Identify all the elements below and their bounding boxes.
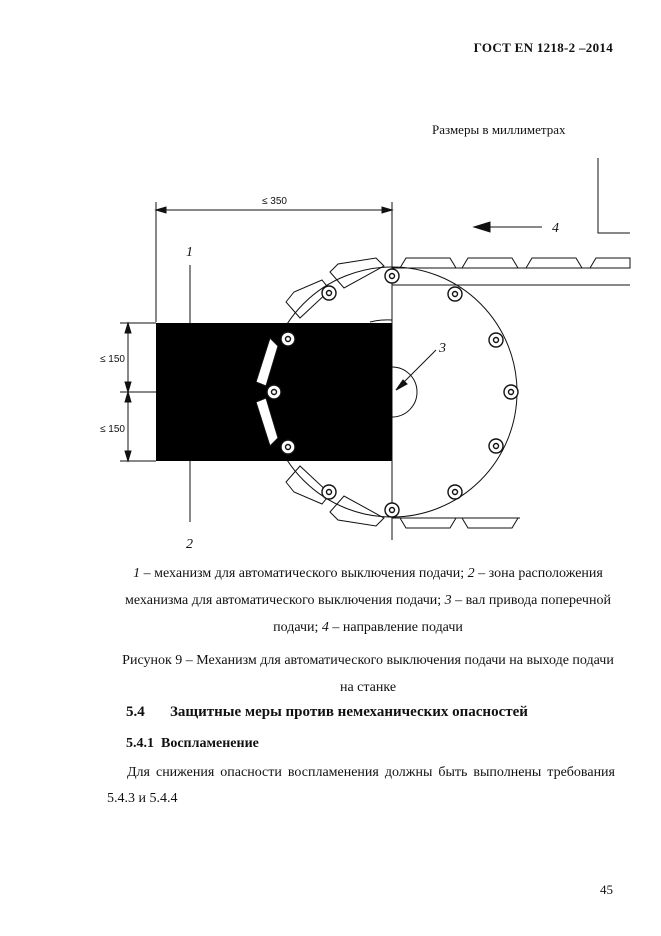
section-title: Защитные меры против немеханических опасностей [170, 704, 528, 720]
machine-outlet-wall [598, 158, 630, 233]
legend-text-1: – механизм для автоматического выключения подачи; [140, 566, 468, 581]
legend-text-3: – вал привода поперечной подачи; [273, 593, 611, 635]
callout-3: 3 [439, 341, 446, 356]
dimension-label-lower: ≤ 150 [100, 424, 125, 435]
dimension-label-width: ≤ 350 [262, 196, 287, 207]
units-note: Размеры в миллиметрах [432, 122, 566, 137]
legend-text-2: – зона расположения механизма для автоматического выключения подачи; [125, 566, 603, 608]
section-number: 5.4 [126, 704, 145, 720]
arrow-head [382, 207, 392, 213]
legend-number-1: 1 [133, 566, 141, 581]
dimension-label-upper: ≤ 150 [100, 354, 125, 365]
arrow-head [125, 451, 131, 461]
subsection-heading [126, 736, 259, 752]
callout-1: 1 [186, 245, 193, 260]
page-number: 45 [600, 882, 613, 897]
body-paragraph: Для снижения опасности воспламенения должны быть выполнены требования 5.4.3 и 5.4.4 [107, 765, 615, 806]
legend-number-4: 4 [321, 620, 329, 635]
legend-number-2: 2 [467, 566, 475, 581]
subsection-number: 5.4.1 [126, 736, 154, 751]
document-header: ГОСТ EN 1218-2 –2014 [473, 40, 613, 55]
callout-2: 2 [186, 537, 193, 552]
drive-shaft [392, 367, 417, 417]
figure-legend [118, 560, 618, 641]
legend-text-4: – направление подачи [328, 620, 463, 635]
section-heading [126, 704, 528, 721]
callout-4: 4 [552, 221, 559, 236]
legend-number-3: 3 [444, 593, 452, 608]
arrow-head [125, 392, 131, 402]
arrow-head [125, 323, 131, 333]
subsection-title: Воспламенение [161, 736, 259, 751]
arrow-head [156, 207, 166, 213]
figure-caption: Рисунок 9 – Механизм для автоматического выключения подачи на выходе подачи на станке [122, 653, 614, 695]
